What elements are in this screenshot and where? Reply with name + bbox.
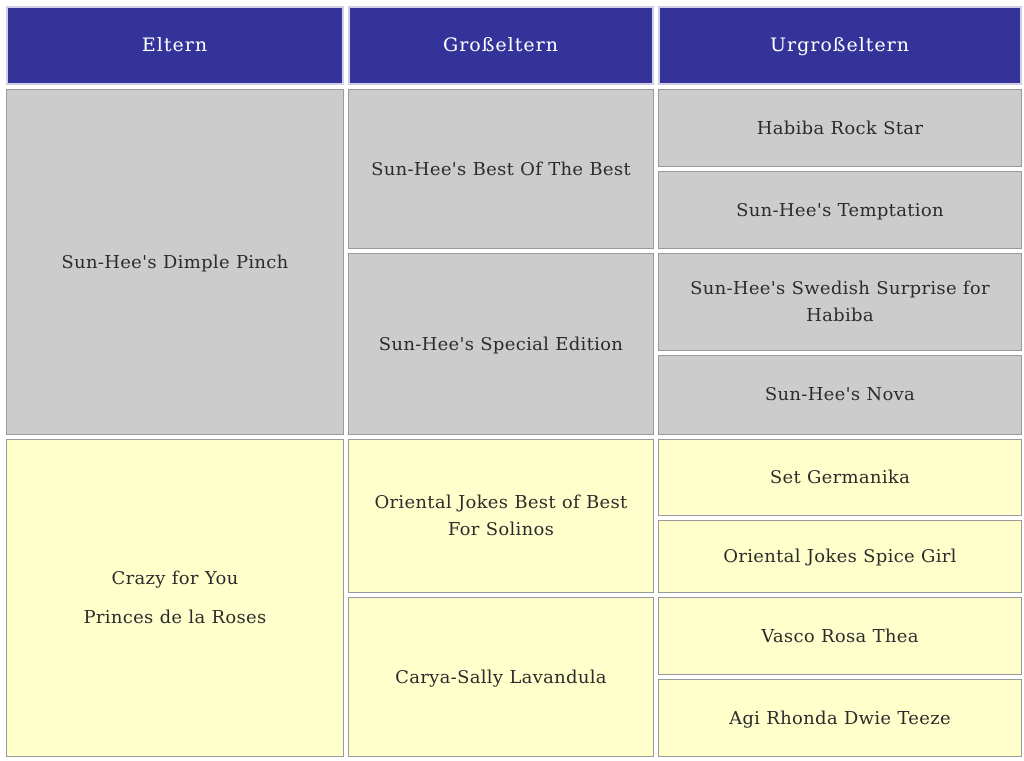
header-great-grandparents-label: Urgroßeltern [770,34,910,57]
sire-great-grandparents-group-1 [658,89,1022,249]
sire-great-grandparent-3-name: Sun-Hee's Swedish Surprise for Habiba [690,277,990,326]
sire-parent-cell [6,89,344,435]
dam-grandparent-1-cell [348,439,654,593]
dam-great-grandparent-2-cell [658,520,1022,593]
dam-great-grandparent-3-name: Vasco Rosa Thea [761,625,919,647]
sire-grandparent-1-name: Sun-Hee's Best Of The Best [371,158,631,180]
dam-grandparent-1-name: Oriental Jokes Best of Best For Solinos [374,492,628,540]
pedigree-table [6,6,1018,755]
dam-great-grandparent-1-cell [658,439,1022,516]
sire-great-grandparent-4-cell [658,355,1022,435]
dam-great-grandparents-group-1 [658,439,1022,593]
dam-great-grandparent-4-cell [658,679,1022,757]
dam-parent-name-line-1: Crazy for You [111,568,239,589]
dam-great-grandparent-4-name: Agi Rhonda Dwie Teeze [729,707,951,729]
dam-great-grandparent-3-cell [658,597,1022,675]
dam-great-grandparent-2-name: Oriental Jokes Spice Girl [723,546,957,568]
sire-great-grandparent-3-cell [658,253,1022,351]
sire-grandparent-2-name: Sun-Hee's Special Edition [378,333,624,355]
dam-grandparent-2-cell [348,597,654,757]
sire-great-grandparent-4-name: Sun-Hee's Nova [764,384,916,406]
sire-great-grandparent-2-name: Sun-Hee's Temptation [736,199,944,221]
sire-grandparent-1-cell [348,89,654,249]
header-grandparents-label: Großeltern [443,34,559,57]
header-parents-label: Eltern [141,34,209,57]
dam-grandparent-2-name: Carya-Sally Lavandula [395,666,607,688]
dam-parent-cell [6,439,344,757]
sire-parent-name: Sun-Hee's Dimple Pinch [61,251,289,273]
dam-great-grandparents-group-2 [658,597,1022,757]
dam-great-grandparent-1-name: Set Germanika [769,467,911,489]
sire-great-grandparent-2-cell [658,171,1022,249]
sire-great-grandparent-1-name: Habiba Rock Star [756,117,924,139]
header-parents [6,6,344,85]
header-great-grandparents [658,6,1022,85]
sire-great-grandparents-group-2 [658,253,1022,435]
header-grandparents [348,6,654,85]
sire-great-grandparent-1-cell [658,89,1022,167]
dam-parent-name-line-2: Princes de la Roses [83,607,267,628]
sire-grandparent-2-cell [348,253,654,435]
